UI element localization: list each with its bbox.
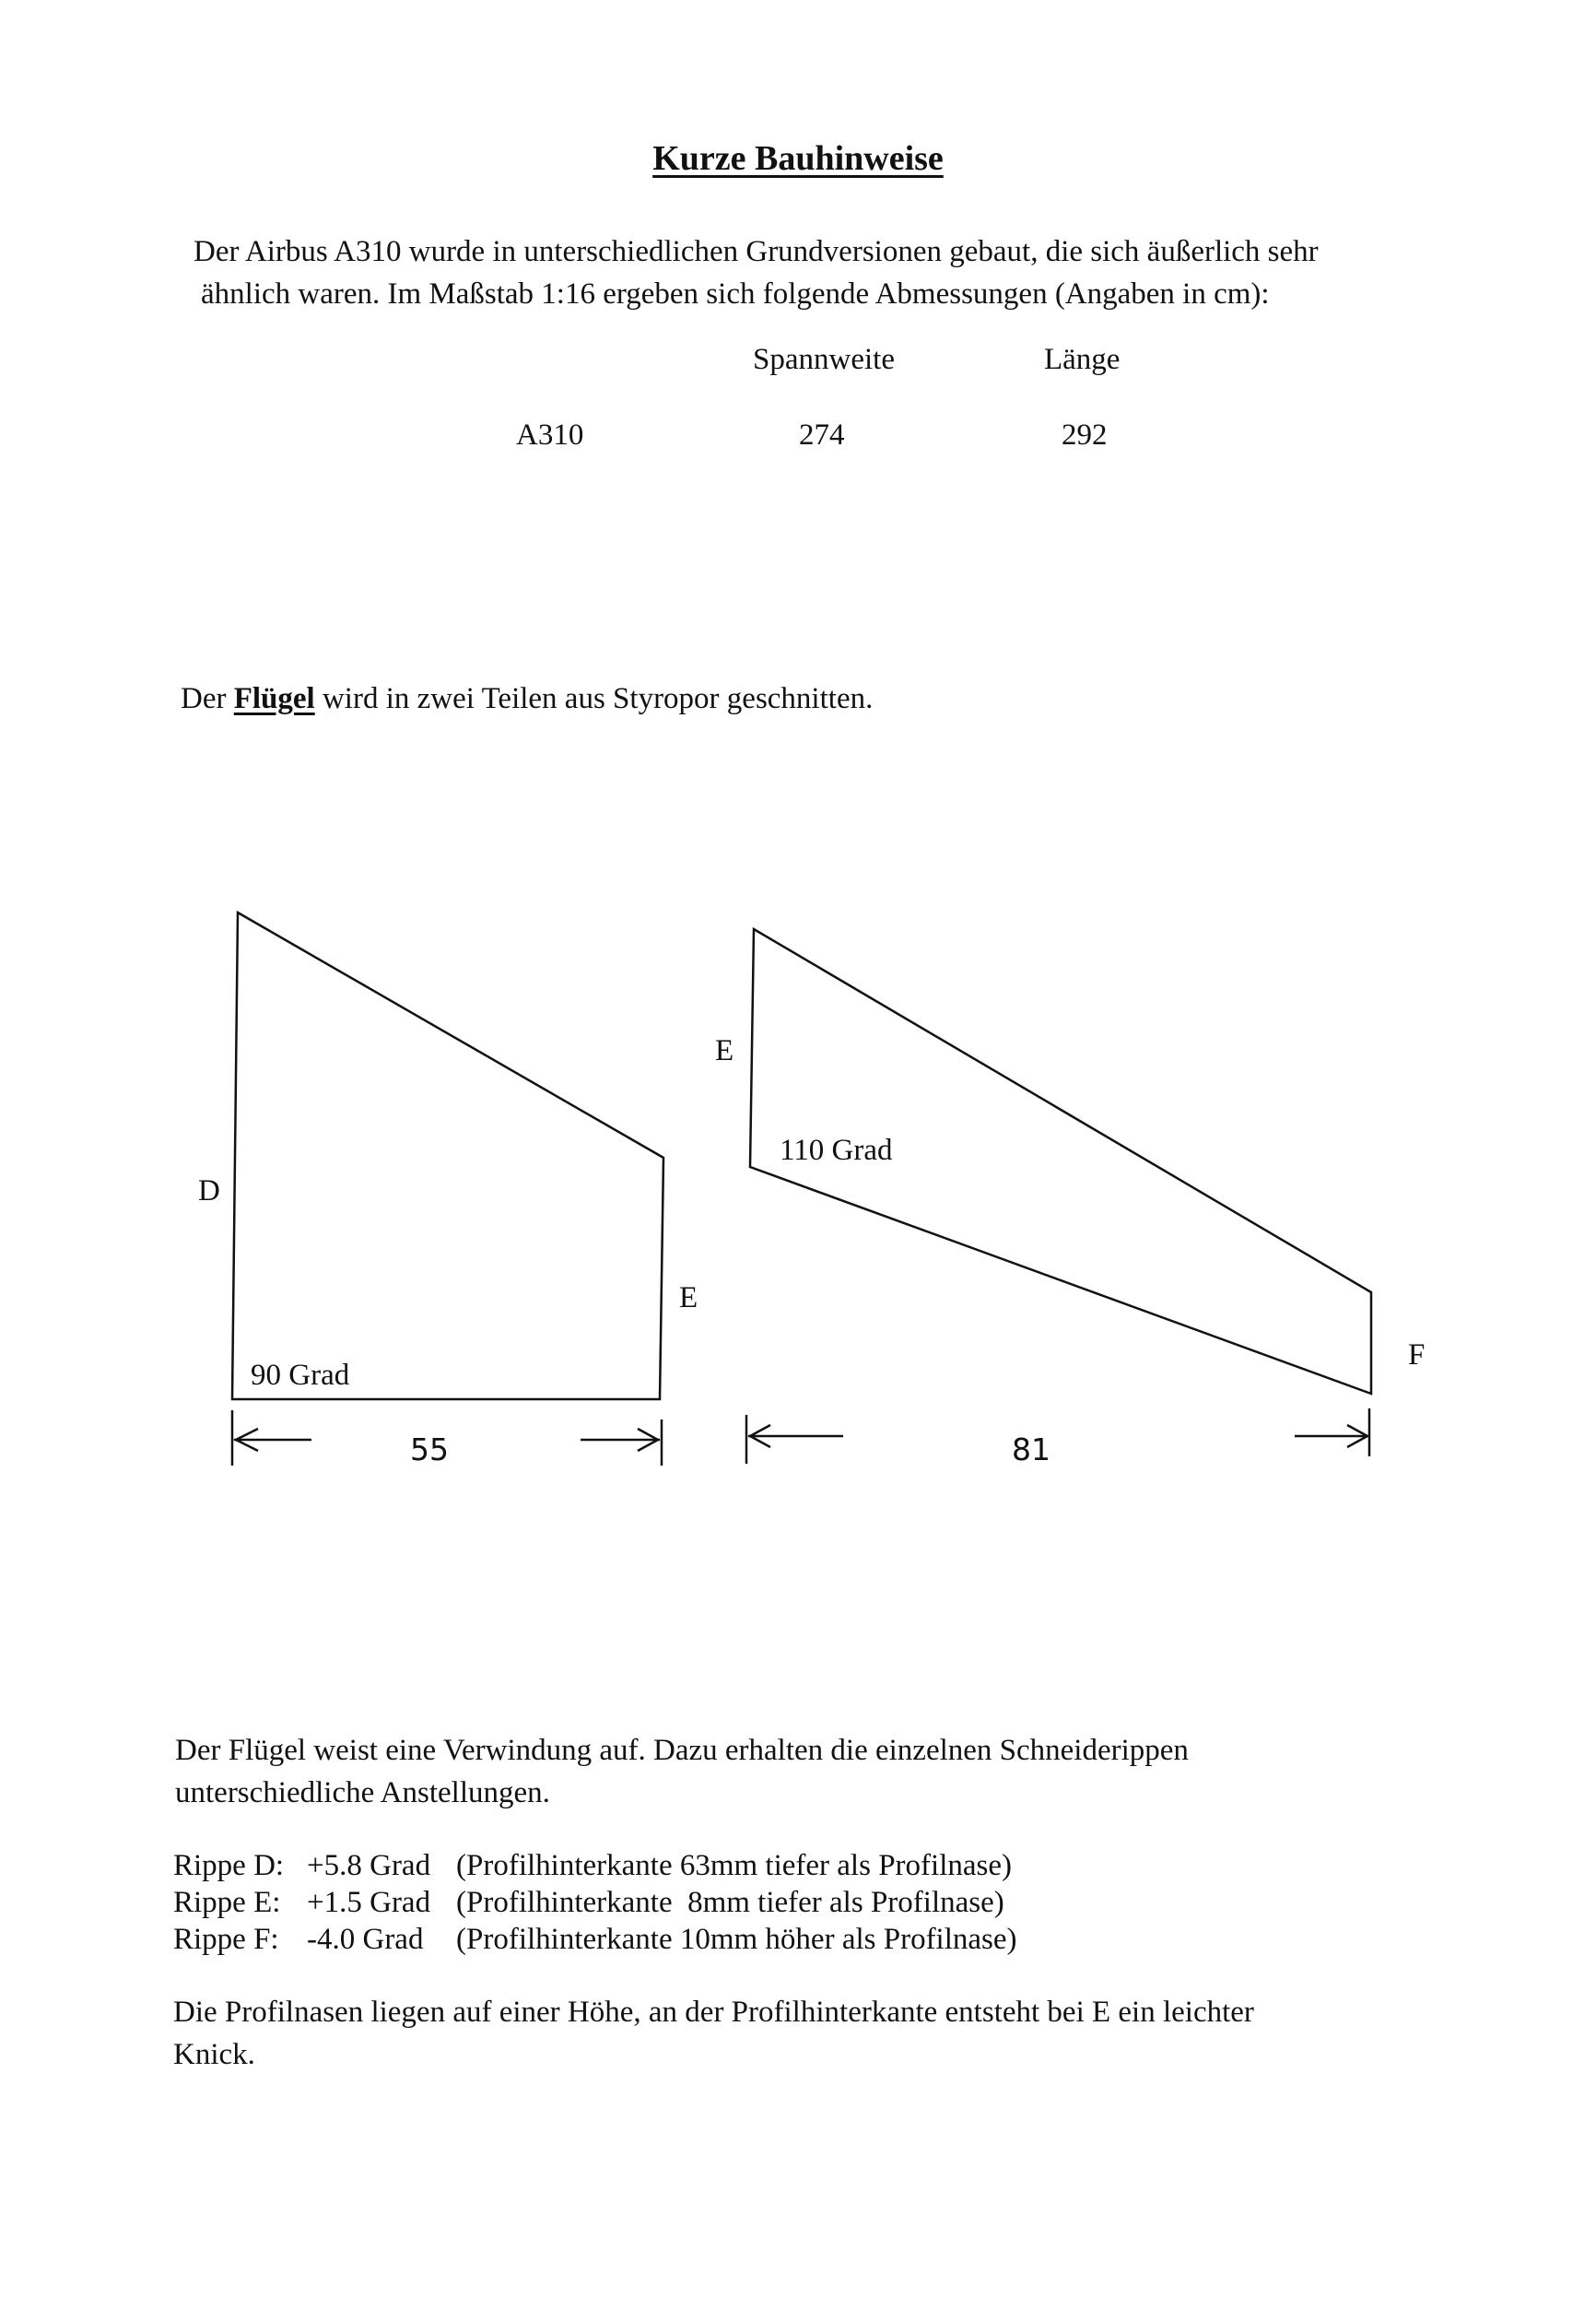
wing-intro-bold: Flügel xyxy=(233,682,315,715)
rib-row xyxy=(173,1921,1017,1958)
table-cell-laenge: 292 xyxy=(1062,418,1108,452)
page-title: Kurze Bauhinweise xyxy=(652,139,944,178)
rib-note: (Profilhinterkante 8mm tiefer als Profilnase) xyxy=(456,1886,1004,1919)
rib-value: -4.0 Grad xyxy=(307,1923,424,1956)
dimension-outer: 81 xyxy=(1012,1431,1050,1467)
rib-list xyxy=(173,1847,1017,1958)
rib-value: +5.8 Grad xyxy=(307,1849,431,1882)
label-rib-e-inner: E xyxy=(679,1281,698,1314)
table-header-spannweite: Spannweite xyxy=(753,343,895,376)
intro-line: ähnlich waren. Im Maßstab 1:16 ergeben sich folgende Abmessungen (Angaben in cm): xyxy=(201,277,1270,311)
closing-paragraph xyxy=(173,1991,1254,2076)
label-rib-f: F xyxy=(1408,1338,1426,1372)
closing-line: Knick. xyxy=(173,2038,255,2071)
rib-note: (Profilhinterkante 63mm tiefer als Profilnase) xyxy=(456,1849,1012,1882)
intro-line: Der Airbus A310 wurde in unterschiedlichen Grundversionen gebaut, die sich äußerlich sehr xyxy=(194,235,1319,268)
label-angle-110: 110 Grad xyxy=(780,1134,893,1167)
rib-value: +1.5 Grad xyxy=(307,1886,431,1919)
table-cell-spannweite: 274 xyxy=(799,418,845,452)
rib-row xyxy=(173,1847,1017,1884)
twist-paragraph xyxy=(175,1729,1189,1814)
rib-name: Rippe E: xyxy=(173,1886,281,1919)
twist-line: Der Flügel weist eine Verwindung auf. Dazu erhalten die einzelnen Schneiderippen xyxy=(175,1734,1189,1767)
closing-line: Die Profilnasen liegen auf einer Höhe, an der Profilhinterkante entsteht bei E ein leichter xyxy=(173,1996,1254,2029)
label-angle-90: 90 Grad xyxy=(251,1359,350,1392)
table-header-laenge: Länge xyxy=(1044,343,1121,376)
twist-line: unterschiedliche Anstellungen. xyxy=(175,1776,550,1809)
wing-intro-suffix: wird in zwei Teilen aus Styropor geschnitten. xyxy=(314,682,874,715)
table-cell-name: A310 xyxy=(516,418,584,452)
dimension-inner: 55 xyxy=(410,1431,449,1467)
rib-name: Rippe D: xyxy=(173,1849,285,1882)
inner-wing-outline xyxy=(232,913,663,1399)
wing-intro-prefix: Der xyxy=(181,682,234,715)
label-rib-e-outer: E xyxy=(715,1034,734,1067)
rib-row xyxy=(173,1884,1017,1921)
rib-note: (Profilhinterkante 10mm höher als Profilnase) xyxy=(456,1923,1017,1956)
label-rib-d: D xyxy=(198,1174,220,1207)
rib-name: Rippe F: xyxy=(173,1923,279,1956)
